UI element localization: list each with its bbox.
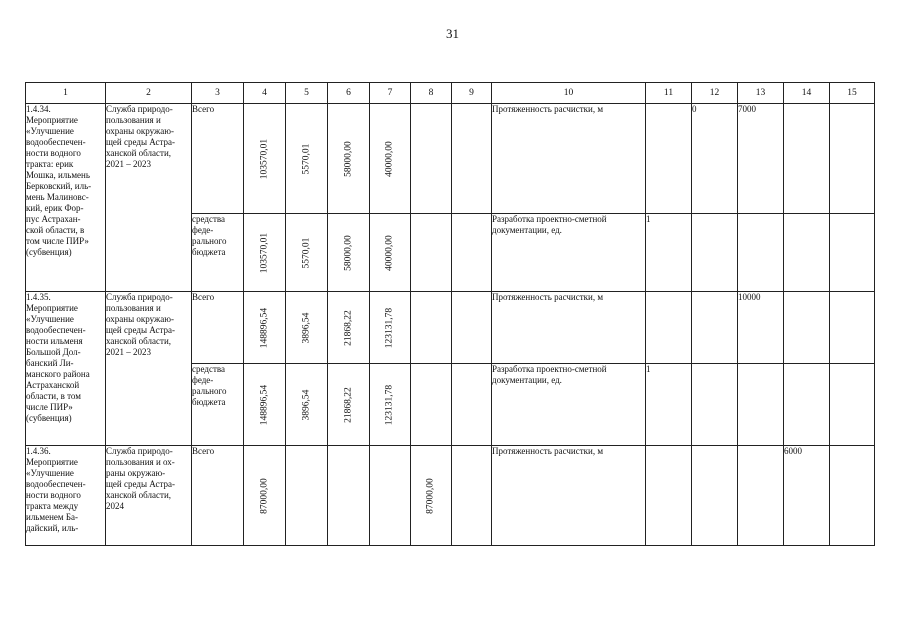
header-cell: 5: [286, 83, 328, 104]
amount-col6-cell: [328, 104, 370, 214]
amount-col6-cell: [328, 446, 370, 546]
amount-text: 58000,00: [343, 234, 353, 271]
indicator-value-cell: 10000: [738, 292, 784, 364]
empty-cell: [452, 292, 492, 364]
amount-text: 148896,54: [259, 384, 269, 425]
amount-total-cell: [244, 104, 286, 214]
page-number: 31: [446, 26, 459, 41]
header-cell: 9: [452, 83, 492, 104]
measure-name-cell: 1.4.34. Мероприятие «Улучшение водообеспечен- ности водного тракта: ерик Мошка, ильмень Берковский, иль- мень Малиновс- кий, ерик Фор- пус Астрахан- ской области, в том числе ПИР» (субвенция): [26, 104, 106, 292]
indicator-value-cell: [692, 214, 738, 292]
amount-total-cell: [244, 446, 286, 546]
executor-cell: Служба природо- пользования и охраны окружаю- щей среды Астра- ханской области, 2021 – 2023: [106, 292, 192, 446]
measure-name-cell: 1.4.36. Мероприятие «Улучшение водообеспечен- ности водного тракта между ильменем Ба- дайский, иль-: [26, 446, 106, 546]
empty-cell: [830, 446, 875, 546]
amount-col7-cell: [370, 292, 411, 364]
header-cell: 8: [411, 83, 452, 104]
indicator-value-cell: [692, 446, 738, 546]
table-row: [26, 446, 875, 546]
amount-total-cell: [244, 292, 286, 364]
header-cell: 14: [784, 83, 830, 104]
amount-text: 3896,54: [301, 389, 311, 420]
amount-col8-cell: [411, 292, 452, 364]
header-cell: 6: [328, 83, 370, 104]
header-cell: 12: [692, 83, 738, 104]
indicator-value-cell: [738, 364, 784, 446]
empty-cell: [452, 446, 492, 546]
header-cell: 1: [26, 83, 106, 104]
header-cell: 13: [738, 83, 784, 104]
header-row: [26, 83, 875, 104]
indicator-cell: Разработка проектно-сметной документации, ед.: [492, 214, 646, 292]
amount-text: 40000,00: [384, 140, 395, 177]
header-cell: 7: [370, 83, 411, 104]
amount-col5-cell: [286, 364, 328, 446]
amount-col7-cell: [370, 364, 411, 446]
indicator-value-cell: 7000: [738, 104, 784, 214]
amount-col8-cell: [411, 214, 452, 292]
funding-source-cell: Всего: [192, 446, 244, 546]
header-cell: 11: [646, 83, 692, 104]
amount-text: 5570,01: [301, 237, 311, 268]
amount-text: 40000,00: [384, 234, 395, 271]
table-row: [26, 292, 875, 364]
indicator-value-cell: [738, 446, 784, 546]
header-cell: 10: [492, 83, 646, 104]
program-table: [25, 82, 875, 546]
indicator-value-cell: 0: [692, 104, 738, 214]
indicator-value-cell: 1: [646, 214, 692, 292]
empty-cell: [830, 214, 875, 292]
header-cell: 15: [830, 83, 875, 104]
amount-col8-cell: [411, 364, 452, 446]
amount-total-cell: [244, 214, 286, 292]
indicator-cell: Разработка проектно-сметной документации, ед.: [492, 364, 646, 446]
funding-source-cell: Всего: [192, 104, 244, 214]
indicator-value-cell: [692, 364, 738, 446]
amount-col5-cell: [286, 446, 328, 546]
empty-cell: [830, 364, 875, 446]
empty-cell: [830, 104, 875, 214]
header-cell: 2: [106, 83, 192, 104]
empty-cell: [452, 364, 492, 446]
indicator-cell: Протяженность расчистки, м: [492, 104, 646, 214]
header-cell: 4: [244, 83, 286, 104]
amount-text: 21868,22: [343, 309, 353, 346]
indicator-value-cell: [646, 292, 692, 364]
empty-cell: [452, 214, 492, 292]
amount-total-cell: [244, 364, 286, 446]
executor-cell: Служба природо- пользования и охраны окружаю- щей среды Астра- ханской области, 2021 – 2023: [106, 104, 192, 292]
indicator-value-cell: [646, 104, 692, 214]
indicator-cell: Протяженность расчистки, м: [492, 292, 646, 364]
executor-cell: Служба природо- пользования и ох- раны окружаю- щей среды Астра- ханской области, 2024: [106, 446, 192, 546]
amount-text: 5570,01: [301, 143, 311, 174]
amount-col5-cell: [286, 214, 328, 292]
indicator-value-cell: [784, 104, 830, 214]
amount-text: 123131,78: [384, 307, 395, 348]
empty-cell: [452, 104, 492, 214]
indicator-value-cell: 6000: [784, 446, 830, 546]
indicator-value-cell: [784, 214, 830, 292]
amount-text: 21868,22: [343, 386, 353, 423]
indicator-cell: Протяженность расчистки, м: [492, 446, 646, 546]
amount-text: 103570,01: [259, 138, 269, 179]
funding-source-cell: Всего: [192, 292, 244, 364]
funding-source-cell: средства феде- рального бюджета: [192, 364, 244, 446]
indicator-value-cell: [692, 292, 738, 364]
amount-col7-cell: [370, 214, 411, 292]
amount-col6-cell: [328, 214, 370, 292]
amount-text: 3896,54: [301, 312, 311, 343]
amount-col7-cell: [370, 104, 411, 214]
amount-col7-cell: [370, 446, 411, 546]
amount-text: 148896,54: [259, 307, 269, 348]
indicator-value-cell: [646, 446, 692, 546]
amount-col8-cell: [411, 446, 452, 546]
indicator-value-cell: [784, 364, 830, 446]
amount-col6-cell: [328, 292, 370, 364]
measure-name-cell: 1.4.35. Мероприятие «Улучшение водообеспечен- ности ильменя Большой Дол- банский Ли- манского района Астраханской области, в том числе ПИР» (субвенция): [26, 292, 106, 446]
funding-source-cell: средства феде- рального бюджета: [192, 214, 244, 292]
amount-text: 87000,00: [259, 477, 269, 514]
amount-col5-cell: [286, 104, 328, 214]
amount-text: 87000,00: [425, 477, 436, 514]
empty-cell: [830, 292, 875, 364]
amount-text: 103570,01: [259, 232, 269, 273]
indicator-value-cell: 1: [646, 364, 692, 446]
amount-text: 58000,00: [343, 140, 353, 177]
indicator-value-cell: [738, 214, 784, 292]
amount-col8-cell: [411, 104, 452, 214]
amount-col5-cell: [286, 292, 328, 364]
header-cell: 3: [192, 83, 244, 104]
amount-col6-cell: [328, 364, 370, 446]
amount-text: 123131,78: [384, 384, 395, 425]
indicator-value-cell: [784, 292, 830, 364]
table-row: [26, 104, 875, 214]
